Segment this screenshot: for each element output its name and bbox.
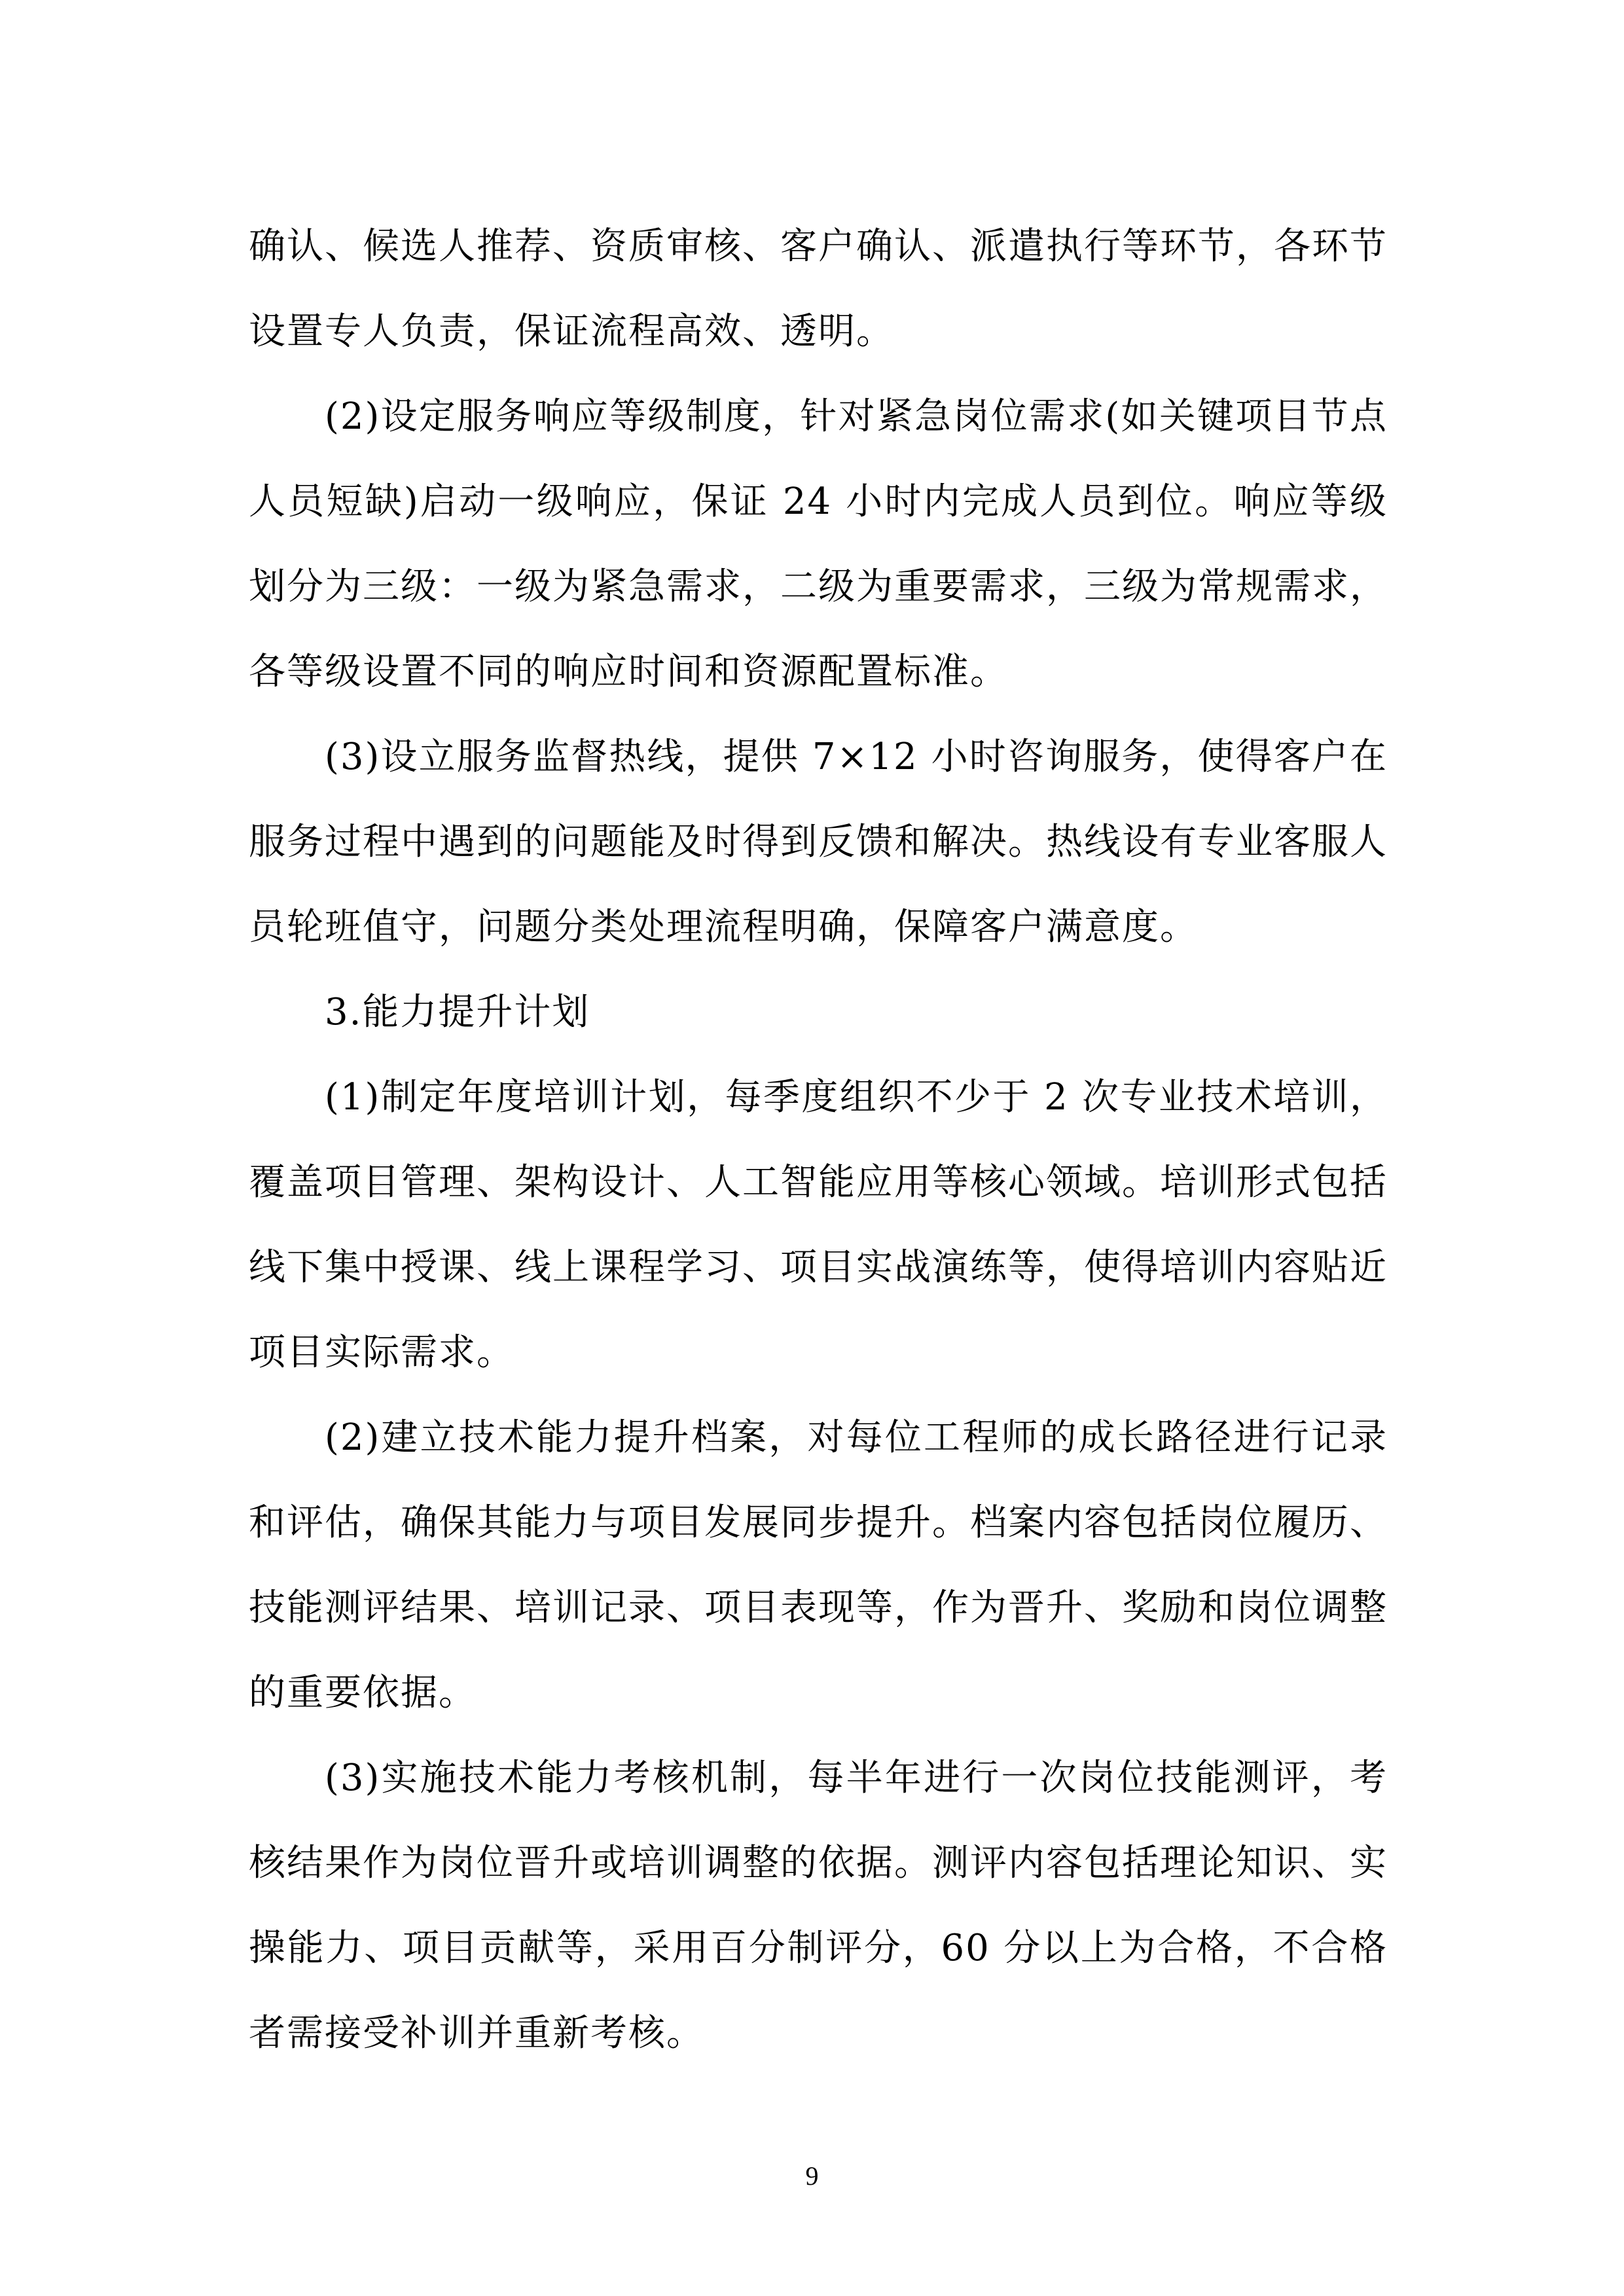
paragraph-training-plan: (1)制定年度培训计划，每季度组织不少于 2 次专业技术培训，覆盖项目管理、架构设计、人工智能应用等核心领域。培训形式包括线下集中授课、线上课程学习、项目实战演练等，使得培训内容贴近项目实际需求。 <box>249 1076 1388 1374</box>
section-heading-capability-plan: 3.能力提升计划 <box>325 991 590 1033</box>
paragraph-continuation: 确认、候选人推荐、资质审核、客户确认、派遣执行等环节，各环节设置专人负责，保证流程高效、透明。 <box>249 225 1388 353</box>
paragraph-response-levels: (2)设定服务响应等级制度，针对紧急岗位需求(如关键项目节点人员短缺)启动一级响应，保证 24 小时内完成人员到位。响应等级划分为三级：一级为紧急需求，二级为重要需求，三级为常规需求，各等级设置不同的响应时间和资源配置标准。 <box>249 395 1388 693</box>
paragraph-hotline: (3)设立服务监督热线，提供 7×12 小时咨询服务，使得客户在服务过程中遇到的问题能及时得到反馈和解决。热线设有专业客服人员轮班值守，问题分类处理流程明确，保障客户满意度。 <box>249 736 1388 948</box>
paragraph-skill-archive: (2)建立技术能力提升档案，对每位工程师的成长路径进行记录和评估，确保其能力与项目发展同步提升。档案内容包括岗位履历、技能测评结果、培训记录、项目表现等，作为晋升、奖励和岗位调整的重要依据。 <box>249 1416 1388 1714</box>
page-number: 9 <box>805 2161 819 2191</box>
document-body <box>249 204 1388 2076</box>
paragraph-assessment: (3)实施技术能力考核机制，每半年进行一次岗位技能测评，考核结果作为岗位晋升或培训调整的依据。测评内容包括理论知识、实操能力、项目贡献等，采用百分制评分，60 分以上为合格，不合格者需接受补训并重新考核。 <box>249 1757 1388 2054</box>
